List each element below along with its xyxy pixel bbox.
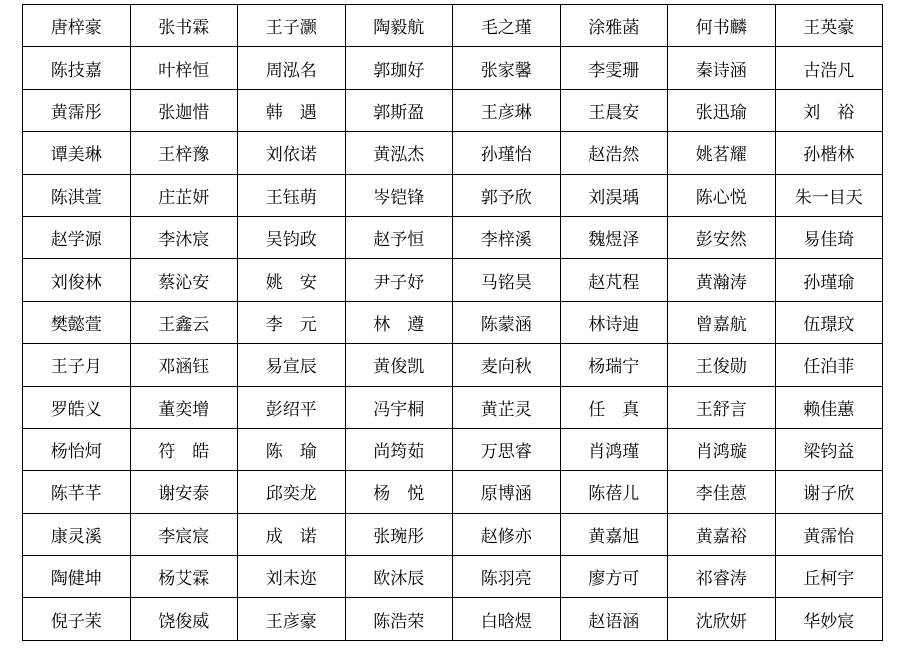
name-cell: 涂雅菡 [560,5,668,47]
name-cell: 廖方可 [560,556,668,598]
table-row [23,216,883,258]
name-cell: 赵芃程 [560,259,668,301]
name-cell: 彭绍平 [238,386,346,428]
name-cell: 毛之瑾 [453,5,561,47]
name-cell: 康灵溪 [23,513,131,555]
table-row [23,513,883,555]
name-cell: 刘未迩 [238,556,346,598]
name-cell: 张迅瑜 [668,89,776,131]
name-cell: 赵予恒 [345,216,453,258]
name-cell: 黄嘉旭 [560,513,668,555]
name-cell: 王钰萌 [238,174,346,216]
name-cell: 丘柯宇 [775,556,883,598]
name-cell: 李宸宸 [130,513,238,555]
name-cell: 成 诺 [238,513,346,555]
name-cell: 孙瑾瑜 [775,259,883,301]
name-cell: 赵语涵 [560,598,668,640]
table-row [23,174,883,216]
name-cell: 周泓名 [238,47,346,89]
name-cell: 陈蓓儿 [560,471,668,513]
name-cell: 尚筠茹 [345,428,453,470]
name-cell: 刘 裕 [775,89,883,131]
name-cell: 谭美琳 [23,132,131,174]
name-cell: 陈技嘉 [23,47,131,89]
name-cell: 何书麟 [668,5,776,47]
name-cell: 古浩凡 [775,47,883,89]
name-cell: 罗皓义 [23,386,131,428]
name-cell: 邱奕龙 [238,471,346,513]
names-table-body [23,5,883,641]
table-row [23,132,883,174]
name-cell: 唐梓豪 [23,5,131,47]
name-cell: 倪子茉 [23,598,131,640]
name-cell: 马铭昊 [453,259,561,301]
table-row [23,556,883,598]
name-cell: 祁睿涛 [668,556,776,598]
name-cell: 曾嘉航 [668,301,776,343]
name-cell: 王英豪 [775,5,883,47]
table-row [23,47,883,89]
name-cell: 杨 悦 [345,471,453,513]
name-cell: 赵浩然 [560,132,668,174]
name-cell: 邓涵钰 [130,344,238,386]
name-cell: 陶毅航 [345,5,453,47]
name-cell: 任 真 [560,386,668,428]
name-cell: 董奕增 [130,386,238,428]
name-cell: 王晨安 [560,89,668,131]
table-row [23,428,883,470]
name-cell: 欧沐辰 [345,556,453,598]
name-cell: 王俊勋 [668,344,776,386]
name-cell: 赵学源 [23,216,131,258]
names-table [22,4,883,641]
name-cell: 姚 安 [238,259,346,301]
name-cell: 杨瑞宁 [560,344,668,386]
name-cell: 黄瀚涛 [668,259,776,301]
name-cell: 叶梓恒 [130,47,238,89]
name-cell: 麦向秋 [453,344,561,386]
name-cell: 陈羽亮 [453,556,561,598]
name-cell: 王梓豫 [130,132,238,174]
table-row [23,344,883,386]
name-cell: 蔡沁安 [130,259,238,301]
name-cell: 白晗煜 [453,598,561,640]
name-cell: 李梓溪 [453,216,561,258]
name-cell: 李雯珊 [560,47,668,89]
name-cell: 黄嘉裕 [668,513,776,555]
name-cell: 易佳琦 [775,216,883,258]
name-cell: 沈欣妍 [668,598,776,640]
name-cell: 郭予欣 [453,174,561,216]
name-cell: 庄芷妍 [130,174,238,216]
name-cell: 秦诗涵 [668,47,776,89]
name-cell: 李佳蒽 [668,471,776,513]
name-cell: 刘俊林 [23,259,131,301]
name-cell: 樊懿萱 [23,301,131,343]
table-row [23,89,883,131]
name-cell: 黄泓杰 [345,132,453,174]
name-cell: 万思睿 [453,428,561,470]
name-cell: 王子灏 [238,5,346,47]
name-cell: 张迦惜 [130,89,238,131]
name-cell: 谢子欣 [775,471,883,513]
name-cell: 张家馨 [453,47,561,89]
name-cell: 李沐宸 [130,216,238,258]
name-cell: 尹子妤 [345,259,453,301]
name-cell: 陈蒙涵 [453,301,561,343]
name-cell: 华妙宸 [775,598,883,640]
name-cell: 王鑫云 [130,301,238,343]
name-cell: 朱一目天 [775,174,883,216]
name-cell: 原博涵 [453,471,561,513]
name-cell: 陈心悦 [668,174,776,216]
name-cell: 张书霖 [130,5,238,47]
name-cell: 王彦琳 [453,89,561,131]
name-cell: 黄霈怡 [775,513,883,555]
name-cell: 王舒言 [668,386,776,428]
name-cell: 陈淇萱 [23,174,131,216]
name-cell: 岑铠锋 [345,174,453,216]
name-cell: 魏煜泽 [560,216,668,258]
name-cell: 孙楷林 [775,132,883,174]
name-cell: 林 遵 [345,301,453,343]
name-cell: 郭斯盈 [345,89,453,131]
name-cell: 张琬彤 [345,513,453,555]
name-cell: 肖鸿璇 [668,428,776,470]
name-cell: 赵修亦 [453,513,561,555]
name-cell: 郭珈好 [345,47,453,89]
name-cell: 饶俊威 [130,598,238,640]
name-cell: 孙瑾怡 [453,132,561,174]
name-cell: 伍璟玟 [775,301,883,343]
table-row [23,301,883,343]
name-cell: 谢安泰 [130,471,238,513]
table-row [23,259,883,301]
name-cell: 黄芷灵 [453,386,561,428]
name-cell: 彭安然 [668,216,776,258]
name-cell: 刘淏瑀 [560,174,668,216]
name-cell: 冯宇桐 [345,386,453,428]
name-cell: 王子月 [23,344,131,386]
name-cell: 刘依诺 [238,132,346,174]
name-cell: 陶健坤 [23,556,131,598]
name-cell: 陈浩荣 [345,598,453,640]
table-row [23,5,883,47]
name-cell: 符 皓 [130,428,238,470]
name-cell: 韩 遇 [238,89,346,131]
name-cell: 黄俊凯 [345,344,453,386]
name-cell: 黄霈彤 [23,89,131,131]
name-cell: 赖佳蕙 [775,386,883,428]
name-cell: 肖鸿瑾 [560,428,668,470]
name-cell: 陈芊芊 [23,471,131,513]
name-cell: 姚茗耀 [668,132,776,174]
name-cell: 任泊菲 [775,344,883,386]
name-cell: 吴钧政 [238,216,346,258]
table-row [23,598,883,640]
name-cell: 梁钧益 [775,428,883,470]
name-cell: 杨艾霖 [130,556,238,598]
table-row [23,471,883,513]
table-row [23,386,883,428]
name-cell: 杨怡炣 [23,428,131,470]
name-cell: 李 元 [238,301,346,343]
name-cell: 林诗迪 [560,301,668,343]
name-cell: 陈 瑜 [238,428,346,470]
name-cell: 易宣辰 [238,344,346,386]
name-cell: 王彦豪 [238,598,346,640]
